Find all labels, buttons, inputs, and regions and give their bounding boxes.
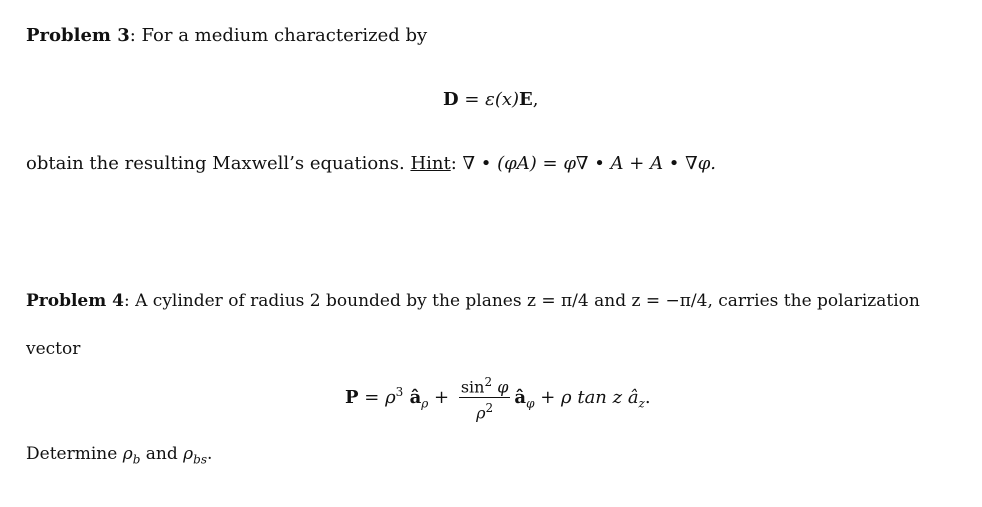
problem4-vector: vector — [26, 339, 81, 359]
eq-exp3: 3 — [395, 384, 404, 399]
eq-plus: + — [428, 386, 450, 408]
hint-colon: : — [450, 153, 463, 174]
problem4-intro-line — [26, 290, 920, 312]
hint-label: Hint — [410, 153, 451, 174]
fraction-denominator — [459, 398, 511, 423]
hint-formula: ∇ • (φA) = φ∇ • A + A • ∇φ. — [462, 153, 717, 174]
eq-fraction — [459, 372, 511, 424]
den-exp: 2 — [485, 401, 494, 416]
fraction-numerator — [459, 372, 511, 398]
problem3-intro-line — [26, 25, 427, 47]
eq-e: E — [519, 89, 533, 110]
eq-sub-rho: ρ — [421, 396, 429, 411]
problem3-hint-line — [26, 153, 716, 175]
eq-end: . — [644, 386, 651, 408]
eq-arg: (x) — [494, 89, 520, 110]
eq-a-phi: â — [514, 386, 527, 408]
den-rho: ρ — [476, 403, 486, 423]
problem3-equation — [443, 89, 538, 111]
num-exp: 2 — [484, 375, 493, 389]
eq-equals: = — [458, 89, 486, 110]
and-text: and — [140, 444, 184, 464]
eq-a-rho: â — [403, 386, 422, 408]
eq-d: D — [443, 89, 459, 110]
rho-b-sub: b — [132, 452, 141, 467]
problem4-determine-line — [26, 443, 212, 470]
determine-end: . — [207, 444, 213, 464]
num-sin: sin — [460, 377, 485, 397]
rho-bs: ρ — [183, 444, 194, 464]
problem4-intro2-line — [26, 338, 80, 360]
determine-text: Determine — [26, 444, 123, 464]
eq-tail: , — [532, 89, 539, 110]
problem4-equation — [345, 372, 651, 424]
eq-rho: = ρ — [358, 386, 396, 408]
eq-epsilon: ε — [485, 89, 495, 110]
problem4-label: Problem 4 — [26, 291, 124, 311]
problem3-intro: : For a medium characterized by — [129, 25, 428, 46]
eq-sub-z: z — [638, 396, 645, 411]
num-phi: φ — [492, 377, 509, 397]
eq-sub-phi: φ — [526, 396, 535, 411]
eq-rest: + ρ tan z â — [534, 386, 639, 408]
rho-b: ρ — [122, 444, 133, 464]
eq-p: P — [345, 386, 359, 408]
rho-bs-sub: bs — [193, 452, 207, 467]
problem4-intro: : A cylinder of radius 2 bounded by the planes z = π/4 and z = −π/4, carries the polarization — [123, 291, 920, 311]
problem3-text: obtain the resulting Maxwell’s equations. — [26, 153, 411, 174]
problem3-label: Problem 3 — [26, 25, 130, 46]
